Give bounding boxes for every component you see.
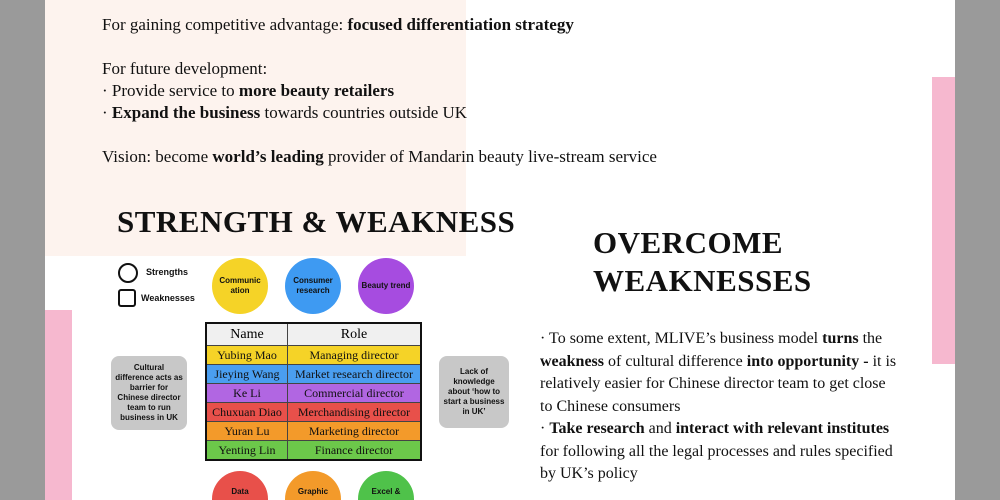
table-header-role: Role [288, 323, 422, 346]
strength-bubble-graphic: Graphic [285, 471, 341, 500]
table-cell-role: Commercial director [288, 384, 422, 403]
table-row [206, 441, 421, 461]
table-cell-role: Market research director [288, 365, 422, 384]
legend-strength-circle-icon [118, 263, 138, 283]
legend-weaknesses-label: Weaknesses [141, 293, 195, 303]
intro-text-block [102, 14, 802, 168]
overcome-point-2: · Take research and interact with relevant institutes for following all the legal processes and rules specified by UK’s policy [540, 420, 893, 482]
strength-bubble-beauty-trend: Beauty trend [358, 258, 414, 314]
table-cell-name: Yuran Lu [206, 422, 288, 441]
competitive-advantage-line: For gaining competitive advantage: focused differentiation strategy [102, 15, 574, 34]
table-cell-name: Jieying Wang [206, 365, 288, 384]
strength-bubble-excel: Excel & [358, 471, 414, 500]
table-header-row [206, 323, 421, 346]
table-cell-name: Yubing Mao [206, 346, 288, 365]
strength-weakness-title: STRENGTH & WEAKNESS [117, 204, 516, 239]
slide-page [45, 0, 955, 500]
table-cell-role: Marketing director [288, 422, 422, 441]
table-cell-name: Ke Li [206, 384, 288, 403]
overcome-point-1: · To some extent, MLIVE’s business model turns the weakness of cultural difference into opportunity - it is relatively easier for Chinese director team to get close to Chinese consumers [540, 330, 897, 415]
future-point-1: · Provide service to more beauty retailers [102, 81, 395, 100]
overcome-weaknesses-title: OVERCOME WEAKNESSES [593, 225, 812, 298]
table-header-name: Name [206, 323, 288, 346]
strength-bubble-consumer-research: Consumer research [285, 258, 341, 314]
legend-strengths-label: Strengths [146, 267, 189, 277]
strength-bubble-communication: Communic ation [212, 258, 268, 314]
future-point-2: · Expand the business towards countries outside UK [102, 103, 468, 122]
vision-line: Vision: become world’s leading provider of Mandarin beauty live-stream service [102, 147, 657, 166]
table-cell-role: Finance director [288, 441, 422, 461]
table-cell-name: Chuxuan Diao [206, 403, 288, 422]
weakness-box-business-knowledge: Lack of knowledge about ‘how to start a business in UK’ [439, 356, 509, 428]
strength-bubble-data: Data [212, 471, 268, 500]
decor-pink-bar-left [45, 310, 72, 500]
table-row [206, 346, 421, 365]
team-roles-table [205, 322, 422, 461]
table-cell-name: Yenting Lin [206, 441, 288, 461]
weakness-box-cultural-difference: Cultural difference acts as barrier for Chinese director team to run business in UK [111, 356, 187, 430]
legend-weakness-square-icon [118, 289, 136, 307]
table-row [206, 365, 421, 384]
table-row [206, 384, 421, 403]
table-cell-role: Managing director [288, 346, 422, 365]
future-development-heading: For future development: [102, 59, 268, 78]
decor-pink-bar-right [932, 77, 955, 364]
table-row [206, 422, 421, 441]
table-cell-role: Merchandising director [288, 403, 422, 422]
table-row [206, 403, 421, 422]
overcome-weaknesses-text [540, 328, 900, 486]
